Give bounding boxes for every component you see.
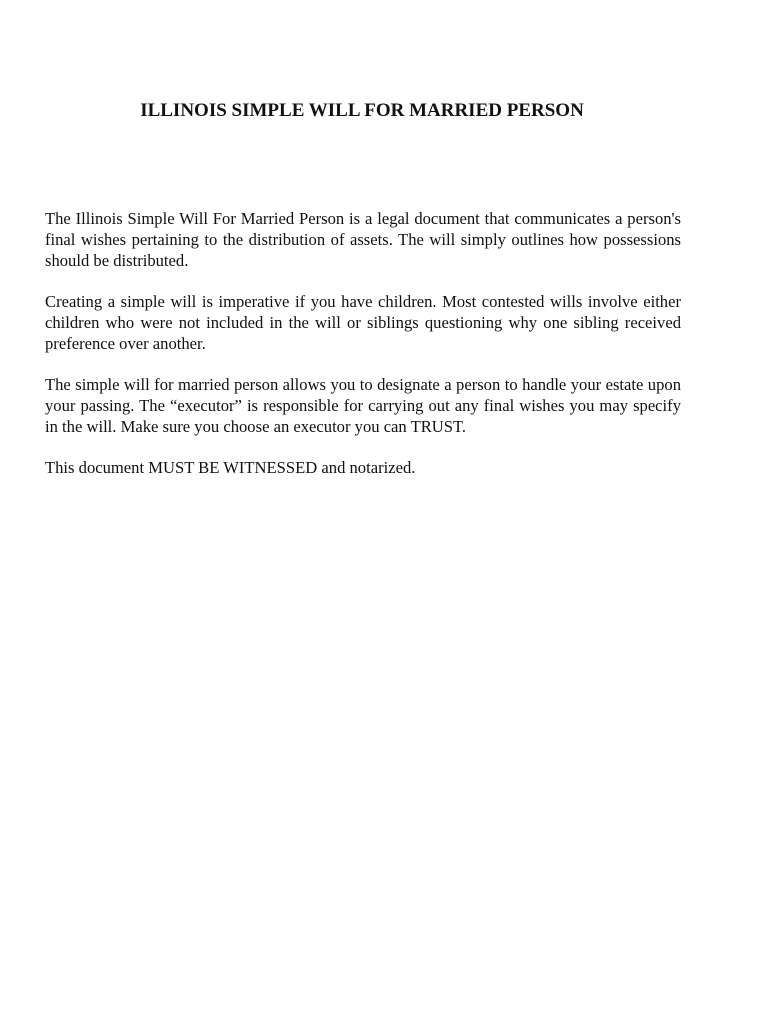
paragraph-children: Creating a simple will is imperative if you have children. Most contested wills involve either children who were not included in the will or siblings questioning why one sibling received preference over another.: [45, 292, 681, 353]
paragraph-executor: The simple will for married person allows you to designate a person to handle your estate upon your passing. The “executor” is responsible for carrying out any final wishes you may specify in the will. Make sure you choose an executor you can TRUST.: [45, 375, 681, 436]
document-title: ILLINOIS SIMPLE WILL FOR MARRIED PERSON: [140, 100, 584, 121]
paragraph-witness-notice: This document MUST BE WITNESSED and notarized.: [45, 458, 416, 477]
document-body: [45, 208, 681, 498]
paragraph-intro: The Illinois Simple Will For Married Person is a legal document that communicates a person's final wishes pertaining to the distribution of assets. The will simply outlines how possessions should be distributed.: [45, 209, 681, 270]
